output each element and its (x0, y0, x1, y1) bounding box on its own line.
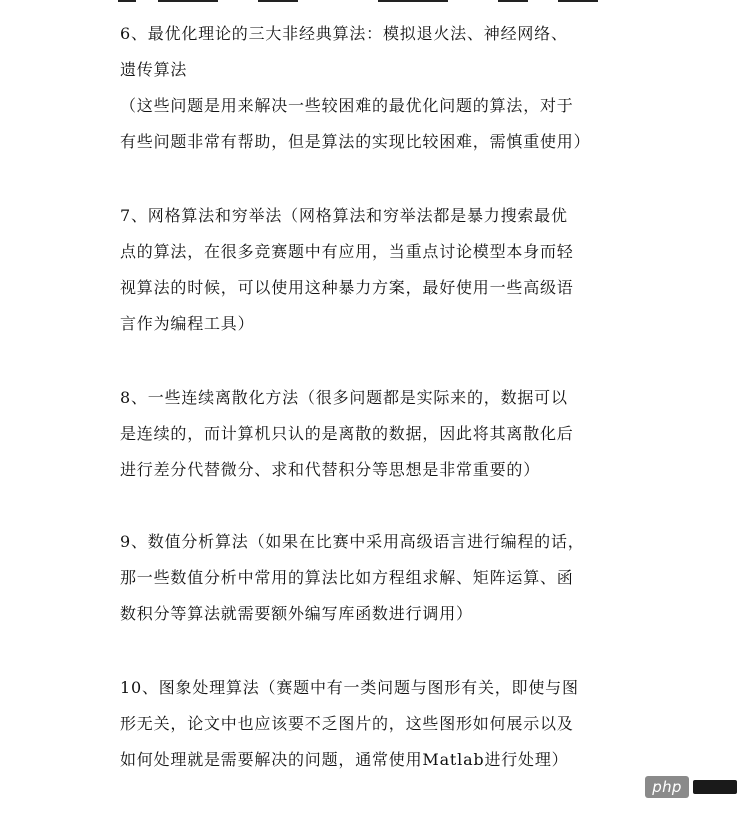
item-6-note-line-2: 有些问题非常有帮助，但是算法的实现比较困难，需慎重使用） (120, 132, 591, 151)
item-8-line-3: 进行差分代替微分、求和代替积分等思想是非常重要的） (120, 460, 541, 479)
item-9-line-3: 数积分等算法就需要额外编写库函数进行调用） (120, 604, 473, 623)
cut-off-previous-line (118, 0, 618, 2)
php-watermark (645, 776, 741, 800)
php-logo: php (645, 776, 689, 798)
item-6-line-2: 遗传算法 (120, 60, 188, 79)
item-9-line-1: 9、数值分析算法（如果在比赛中采用高级语言进行编程的话， (120, 532, 585, 551)
item-7-line-3: 视算法的时候，可以使用这种暴力方案，最好使用一些高级语 (120, 278, 574, 297)
item-7-line-1: 7、网格算法和穷举法（网格算法和穷举法都是暴力搜索最优 (120, 206, 568, 225)
item-6-note-line-1: （这些问题是用来解决一些较困难的最优化问题的算法，对于 (120, 96, 574, 115)
item-8-line-2: 是连续的，而计算机只认的是离散的数据，因此将其离散化后 (120, 424, 574, 443)
item-10-line-2: 形无关，论文中也应该要不乏图片的，这些图形如何展示以及 (120, 714, 574, 733)
item-8-line-1: 8、一些连续离散化方法（很多问题都是实际来的，数据可以 (120, 388, 568, 407)
item-7-line-2: 点的算法，在很多竞赛题中有应用，当重点讨论模型本身而轻 (120, 242, 574, 261)
item-10-line-1: 10、图象处理算法（赛题中有一类问题与图形有关，即使与图 (120, 678, 579, 697)
item-10-line-3: 如何处理就是需要解决的问题，通常使用Matlab进行处理） (120, 750, 569, 769)
item-9-line-2: 那一些数值分析中常用的算法比如方程组求解、矩阵运算、函 (120, 568, 574, 587)
watermark-bar (693, 780, 737, 794)
item-7-line-4: 言作为编程工具） (120, 314, 255, 333)
item-6-line-1: 6、最优化理论的三大非经典算法：模拟退火法、神经网络、 (120, 24, 568, 43)
